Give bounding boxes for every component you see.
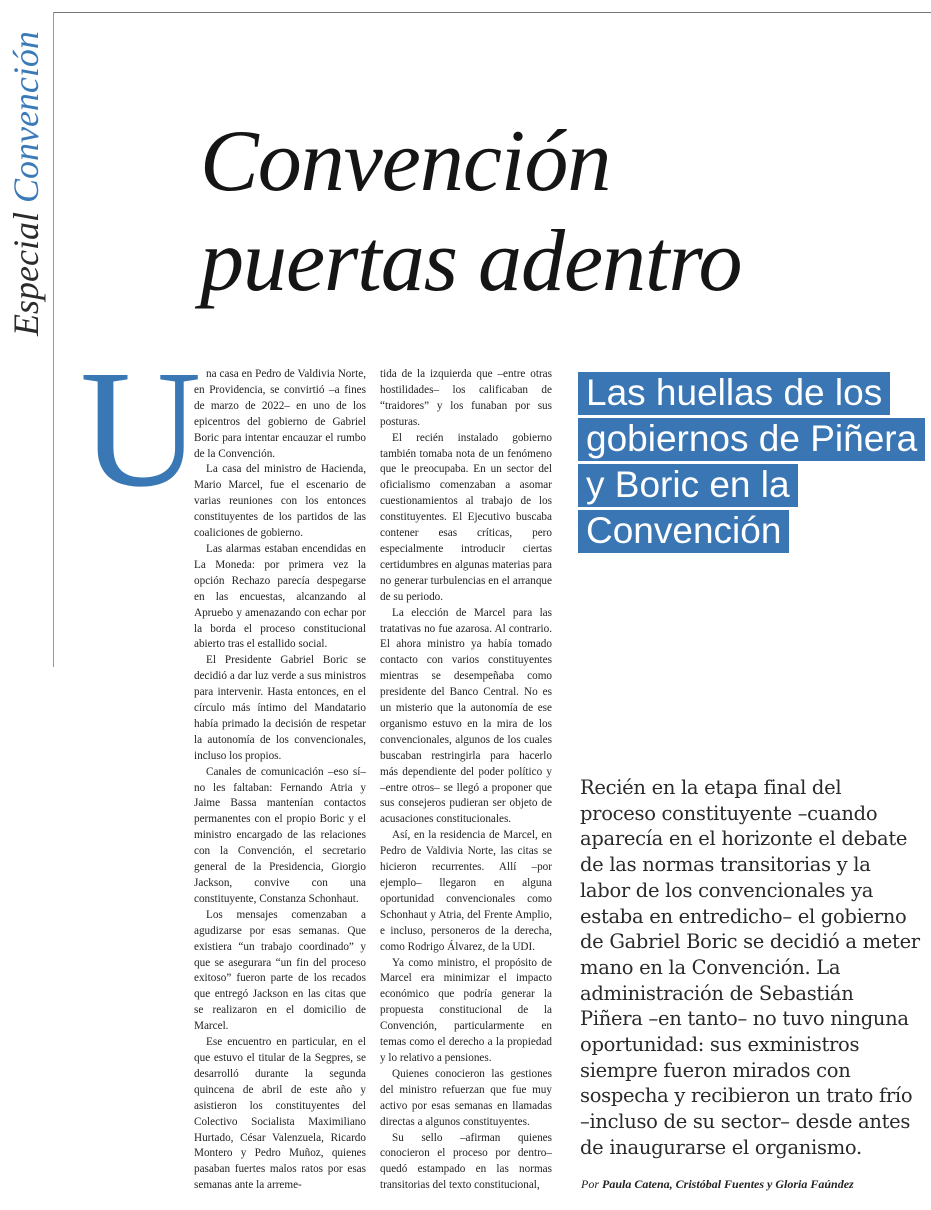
headline-line-2: puertas adentro xyxy=(200,213,742,310)
side-rule xyxy=(53,12,54,667)
article-column-1 xyxy=(194,367,366,1194)
drop-cap: U xyxy=(80,336,202,522)
paragraph: Los mensajes comenzaban a agudizarse por esas semanas. Que existiera “un trabajo coordinado” y que se asegurara “un fin del proceso exitoso” fueron parte de los recados que entregó Jackson en las citas que se realizaron en el domicilio de Marcel. xyxy=(194,908,366,1033)
paragraph: Ya como ministro, el propósito de Marcel era minimizar el impacto económico que podría generar la propuesta constitucional de la Convención, particularmente en temas como el derecho a la propiedad y lo relativo a pensiones. xyxy=(380,956,552,1064)
pull-quote: Recién en la etapa final del proceso constituyente –cuando aparecía en el horizonte el debate de las normas transitorias y la labor de los convencionales ya estaba en entredicho– el gobierno de Gabriel Boric se decidió a meter mano en la Convención. La administración de Sebastián Piñera –en tanto– no tuvo ninguna oportunidad: sus exministros siempre fueron mirados con sospecha y recibieron un trato frío –incluso de su sector– desde antes de inaugurarse el organismo. xyxy=(580,776,920,1159)
paragraph: tida de la izquierda que –entre otras hostilidades– los calificaban de “traidores” y los funaban por sus posturas. xyxy=(380,368,552,428)
headline xyxy=(200,112,742,312)
subheadline xyxy=(578,370,918,554)
byline-authors: Paula Catena, Cristóbal Fuentes y Gloria Faúndez xyxy=(602,1177,854,1191)
paragraph: Quienes conocieron las gestiones del ministro refuerzan que fue muy activo por esas semanas en llamadas directas a algunos constituyentes. xyxy=(380,1067,552,1128)
section-label-prefix: Especial xyxy=(6,203,46,336)
section-label xyxy=(8,31,44,336)
paragraph: Las alarmas estaban encendidas en La Moneda: por primera vez la opción Rechazo parecía despegarse en las encuestas, alcanzando al Apruebo y amenazando con echar por la borda el proceso constitucional abierto tras el estallido social. xyxy=(194,542,366,651)
subheadline-text: Las huellas de los gobiernos de Piñera y Boric en la Convención xyxy=(578,372,925,553)
headline-line-1: Convención xyxy=(200,113,611,210)
byline xyxy=(581,1177,854,1192)
section-label-accent: Convención xyxy=(6,31,46,204)
paragraph: Así, en la residencia de Marcel, en Pedro de Valdivia Norte, las citas se hicieron recurrentes. Allí –por ejemplo– llegaron en alguna oportunidad convencionales como Schonhaut y Atria, del Frente Amplio, e incluso, personeros de la derecha, como Rodrigo Álvarez, de la UDI. xyxy=(380,829,552,953)
paragraph: El Presidente Gabriel Boric se decidió a dar luz verde a sus ministros para intervenir. Hasta entonces, en el círculo más íntimo del Mandatario había primado la decisión de respetar la autonomía de los convencionales, incluso los propios. xyxy=(194,654,366,762)
paragraph: na casa en Pedro de Valdivia Norte, en Providencia, se convirtió –a fines de marzo de 2022– en uno de los epicentros del gobierno de Gabriel Boric para intentar encauzar el rumbo de la Convención. xyxy=(194,368,366,460)
byline-prefix: Por xyxy=(581,1177,602,1191)
paragraph: El recién instalado gobierno también tomaba nota de un fenómeno que le preocupaba. En un sector del oficialismo comenzaban a asomar cuestionamientos al trabajo de los constituyentes. El Ejecutivo buscaba contener esas críticas, pero especialmente introducir ciertas certidumbres en algunas materias para no generar turbulencias en el arranque de su periodo. xyxy=(380,431,552,603)
paragraph: Ese encuentro en particular, en el que estuvo el titular de la Segpres, se desarrolló durante la segunda quincena de abril de este año y asistieron los constituyentes del Colectivo Socialista Maximiliano Hurtado, César Valenzuela, Ricardo Montero y Pedro Muñoz, quienes pasaban fuertes malos ratos por esas semanas ante la arreme- xyxy=(194,1036,366,1192)
article-column-2 xyxy=(380,367,552,1194)
paragraph: Su sello –afirman quienes conocieron el proceso por dentro– quedó estampado en las normas transitorias del texto constitucional, xyxy=(380,1131,552,1192)
paragraph: La elección de Marcel para las tratativas no fue azarosa. Al contrario. El ahora ministro ya había tomado contacto con varios constituyentes mientras se desempeñaba como presidente del Banco Central. No es un misterio que la autonomía de ese organismo estuvo en la mira de los convencionales, algunos de los cuales buscaban restringirla para hacerlo más dependiente del poder político y –entre otros– se llegó a proponer que sus consejeros pudieran ser objeto de acusaciones constitucionales. xyxy=(380,606,552,826)
top-rule xyxy=(53,12,931,13)
paragraph: Canales de comunicación –eso sí– no les faltaban: Fernando Atria y Jaime Bassa mantenían contactos permanentes con el propio Boric y el ministro encargado de las relaciones con la Convención, el secretario general de la Presidencia, Giorgio Jackson, convive con una constituyente, Constanza Schonhaut. xyxy=(194,765,366,905)
paragraph: La casa del ministro de Hacienda, Mario Marcel, fue el escenario de varias reuniones con los entonces constituyentes de los partidos de las coaliciones de gobierno. xyxy=(194,463,366,540)
